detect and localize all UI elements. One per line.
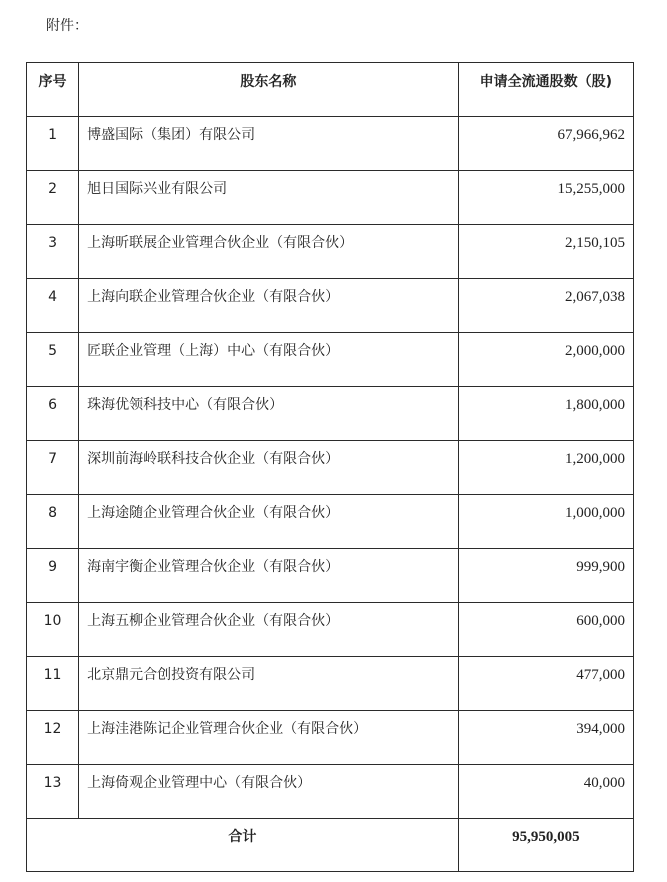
- row-index: 7: [48, 451, 57, 467]
- row-index: 4: [48, 289, 57, 305]
- row-index-cell: [27, 495, 79, 549]
- row-share-count: 40,000: [583, 775, 625, 791]
- row-shareholder-name-cell: [79, 657, 459, 711]
- row-share-count-cell: [458, 495, 633, 549]
- row-index-cell: [27, 657, 79, 711]
- table-row: [27, 495, 634, 549]
- row-share-count-cell: [458, 657, 633, 711]
- row-shareholder-name-cell: [79, 117, 459, 171]
- row-shareholder-name: 海南宇衡企业管理合伙企业（有限合伙）: [87, 559, 340, 575]
- row-shareholder-name-cell: [79, 333, 459, 387]
- row-index: 2: [48, 181, 57, 197]
- header-shares-label: 申请全流通股数（股): [479, 74, 613, 90]
- row-index: 8: [48, 505, 57, 521]
- header-index-label: 序号: [38, 74, 67, 90]
- table-row: [27, 279, 634, 333]
- row-shareholder-name-cell: [79, 603, 459, 657]
- row-index-cell: [27, 225, 79, 279]
- row-share-count-cell: [458, 711, 633, 765]
- row-share-count: 2,000,000: [565, 343, 625, 359]
- row-index: 12: [43, 721, 62, 737]
- row-share-count: 67,966,962: [557, 127, 625, 143]
- row-shareholder-name-cell: [79, 225, 459, 279]
- row-share-count: 15,255,000: [557, 181, 625, 197]
- row-shareholder-name-cell: [79, 711, 459, 765]
- table-row: [27, 549, 634, 603]
- row-shareholder-name-cell: [79, 171, 459, 225]
- row-shareholder-name: 上海途随企业管理合伙企业（有限合伙）: [87, 505, 340, 521]
- row-index: 1: [48, 127, 57, 143]
- table-row: [27, 441, 634, 495]
- row-index: 9: [48, 559, 57, 575]
- table-row: [27, 765, 634, 819]
- row-shareholder-name: 上海向联企业管理合伙企业（有限合伙）: [87, 289, 340, 305]
- row-index-cell: [27, 711, 79, 765]
- row-shareholder-name: 旭日国际兴业有限公司: [87, 181, 228, 197]
- row-share-count: 1,800,000: [565, 397, 625, 413]
- row-shareholder-name-cell: [79, 495, 459, 549]
- row-share-count: 394,000: [576, 721, 625, 737]
- row-share-count: 2,067,038: [565, 289, 625, 305]
- row-shareholder-name: 珠海优领科技中心（有限合伙）: [87, 397, 284, 413]
- row-share-count-cell: [458, 117, 633, 171]
- row-shareholder-name: 上海倚观企业管理中心（有限合伙）: [87, 775, 312, 791]
- shareholder-table: [26, 62, 634, 872]
- total-value-cell: [458, 819, 633, 872]
- total-row: [27, 819, 634, 872]
- row-shareholder-name: 深圳前海岭联科技合伙企业（有限合伙）: [87, 451, 340, 467]
- row-share-count-cell: [458, 603, 633, 657]
- row-index-cell: [27, 387, 79, 441]
- header-name: [79, 63, 459, 117]
- row-shareholder-name-cell: [79, 279, 459, 333]
- total-label: 合计: [228, 829, 257, 845]
- table-row: [27, 603, 634, 657]
- row-index-cell: [27, 603, 79, 657]
- row-share-count-cell: [458, 387, 633, 441]
- row-share-count-cell: [458, 441, 633, 495]
- total-value: 95,950,005: [512, 829, 580, 845]
- row-index-cell: [27, 333, 79, 387]
- row-share-count-cell: [458, 765, 633, 819]
- row-shareholder-name: 北京鼎元合创投资有限公司: [87, 667, 256, 683]
- row-index-cell: [27, 765, 79, 819]
- row-shareholder-name: 上海昕联展企业管理合伙企业（有限合伙）: [87, 235, 354, 251]
- row-shareholder-name-cell: [79, 387, 459, 441]
- row-shareholder-name: 上海洼港陈记企业管理合伙企业（有限合伙）: [87, 721, 368, 737]
- row-index: 10: [43, 613, 62, 629]
- row-share-count-cell: [458, 279, 633, 333]
- row-index: 3: [48, 235, 57, 251]
- table-header-row: [27, 63, 634, 117]
- row-index-cell: [27, 441, 79, 495]
- table-row: [27, 171, 634, 225]
- row-share-count-cell: [458, 549, 633, 603]
- row-shareholder-name-cell: [79, 765, 459, 819]
- row-shareholder-name-cell: [79, 549, 459, 603]
- row-shareholder-name-cell: [79, 441, 459, 495]
- row-share-count-cell: [458, 171, 633, 225]
- row-index: 13: [43, 775, 62, 791]
- row-share-count: 1,200,000: [565, 451, 625, 467]
- total-label-cell: [27, 819, 459, 872]
- row-share-count-cell: [458, 333, 633, 387]
- table-row: [27, 333, 634, 387]
- row-index-cell: [27, 549, 79, 603]
- table-row: [27, 387, 634, 441]
- attachment-label: 附件：: [46, 18, 88, 34]
- header-index: [27, 63, 79, 117]
- row-share-count: 1,000,000: [565, 505, 625, 521]
- table-row: [27, 711, 634, 765]
- header-shares: [458, 63, 633, 117]
- row-shareholder-name: 上海五柳企业管理合伙企业（有限合伙）: [87, 613, 340, 629]
- table-row: [27, 225, 634, 279]
- table-row: [27, 117, 634, 171]
- row-index: 11: [43, 667, 62, 683]
- row-share-count: 999,900: [576, 559, 625, 575]
- row-index: 5: [48, 343, 57, 359]
- row-index: 6: [48, 397, 57, 413]
- row-share-count-cell: [458, 225, 633, 279]
- row-share-count: 477,000: [576, 667, 625, 683]
- row-index-cell: [27, 117, 79, 171]
- row-shareholder-name: 博盛国际（集团）有限公司: [87, 127, 256, 143]
- row-share-count: 600,000: [576, 613, 625, 629]
- table-row: [27, 657, 634, 711]
- header-name-label: 股东名称: [240, 74, 297, 90]
- row-shareholder-name: 匠联企业管理（上海）中心（有限合伙）: [87, 343, 340, 359]
- row-index-cell: [27, 279, 79, 333]
- row-index-cell: [27, 171, 79, 225]
- row-share-count: 2,150,105: [565, 235, 625, 251]
